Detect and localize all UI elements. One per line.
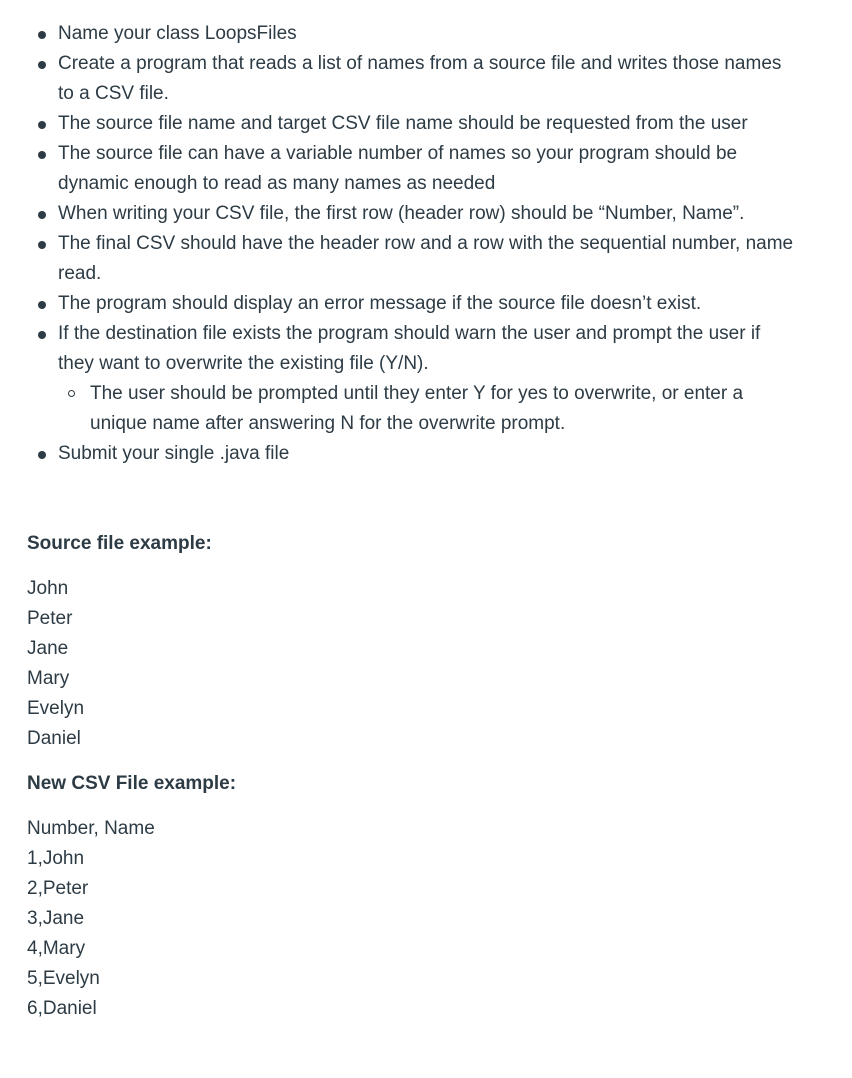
requirement-text: Submit your single .java file <box>58 443 290 464</box>
sub-requirement-item <box>58 379 797 439</box>
requirement-item <box>27 319 797 439</box>
requirement-text: When writing your CSV file, the first row (header row) should be “Number, Name”. <box>58 203 745 224</box>
requirements-list <box>27 19 852 469</box>
sub-requirements-list <box>58 379 797 439</box>
requirement-item <box>27 289 797 319</box>
requirement-text: Name your class LoopsFiles <box>58 23 297 44</box>
source-line: Peter <box>27 608 73 629</box>
requirement-text: The source file can have a variable number of names so your program should be dynamic enough to read as many names as needed <box>58 143 738 194</box>
csv-line: 4,Mary <box>27 938 86 959</box>
csv-line: 5,Evelyn <box>27 968 100 989</box>
sub-requirement-text: The user should be prompted until they enter Y for yes to overwrite, or enter a unique name after answering N for the overwrite prompt. <box>90 383 744 434</box>
source-line: Jane <box>27 638 69 659</box>
requirement-item <box>27 199 797 229</box>
csv-line: 3,Jane <box>27 908 85 929</box>
source-line: John <box>27 578 69 599</box>
source-line: Daniel <box>27 728 81 749</box>
requirement-text: If the destination file exists the program should warn the user and prompt the user if they want to overwrite the existing file (Y/N). <box>58 323 761 374</box>
requirement-text: The program should display an error message if the source file doesn’t exist. <box>58 293 702 314</box>
csv-line: 2,Peter <box>27 878 89 899</box>
requirement-text: The final CSV should have the header row and a row with the sequential number, name read. <box>58 233 794 284</box>
requirement-item <box>27 439 797 469</box>
source-line: Evelyn <box>27 698 85 719</box>
csv-line: 6,Daniel <box>27 998 97 1019</box>
requirement-text: Create a program that reads a list of names from a source file and writes those names to a CSV file. <box>58 53 782 104</box>
csv-example-heading: New CSV File example: <box>27 773 237 794</box>
requirement-item <box>27 19 797 49</box>
requirement-text: The source file name and target CSV file name should be requested from the user <box>58 113 748 134</box>
requirement-item <box>27 139 797 199</box>
csv-example-lines <box>27 814 852 1024</box>
source-example-heading: Source file example: <box>27 533 212 554</box>
requirement-item <box>27 229 797 289</box>
csv-line: Number, Name <box>27 818 155 839</box>
requirement-item <box>27 49 797 109</box>
source-line: Mary <box>27 668 70 689</box>
requirement-item <box>27 109 797 139</box>
source-example-lines <box>27 574 852 754</box>
csv-line: 1,John <box>27 848 85 869</box>
